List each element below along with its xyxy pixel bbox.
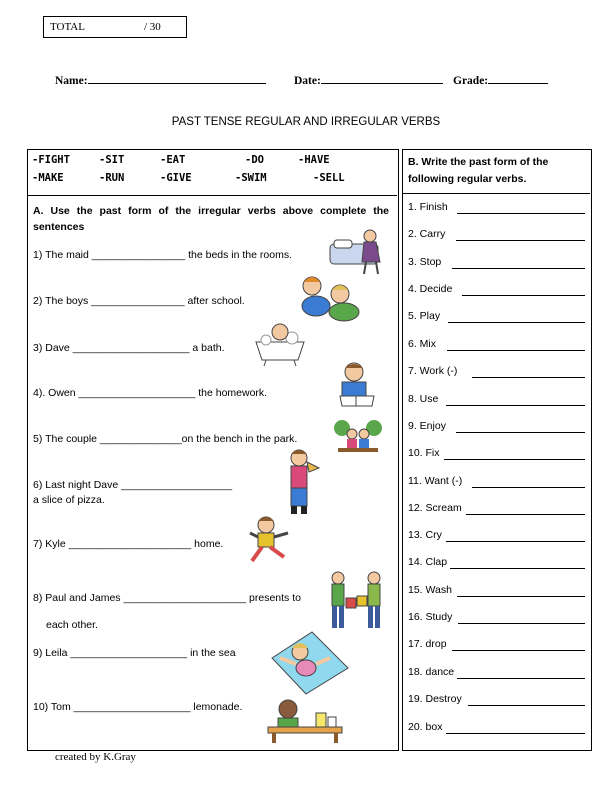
answer-line-2[interactable] [456,240,585,241]
answer-line-3[interactable] [452,268,585,269]
name-field[interactable] [55,72,266,87]
regular-verb-9: 9. Enjoy [408,420,446,432]
section-b-instruction: B. Write the past form of the following regular verbs. [408,156,549,185]
sentence-6[interactable]: 6) Last night Dave ___________________ [33,479,233,491]
answer-line-4[interactable] [462,295,585,296]
total-value: / 30 [144,21,161,33]
answer-line-5[interactable] [448,322,585,323]
maid-making-bed-picture [326,226,388,276]
word-bank-item: -SWIM [235,172,267,184]
answer-line-9[interactable] [456,432,585,433]
sentence-2[interactable]: 2) The boys ________________ after school. [33,295,245,307]
word-bank-item: -SELL [313,172,345,184]
regular-verb-15: 15. Wash [408,584,452,596]
sentence-6-cont: a slice of pizza. [33,494,105,506]
word-bank-item: -FIGHT [32,154,70,166]
answer-line-12[interactable] [466,514,585,515]
name-label: Name: [55,75,88,87]
answer-line-15[interactable] [457,596,585,597]
word-bank [27,149,397,196]
word-bank-item: -GIVE [160,172,192,184]
regular-verb-20: 20. box [408,721,443,733]
answer-line-17[interactable] [452,650,585,651]
regular-verb-4: 4. Decide [408,283,453,295]
boy-eating-pizza-picture [283,448,323,520]
word-bank-item: -EAT [160,154,186,166]
regular-verb-17: 17. drop [408,638,447,650]
answer-line-10[interactable] [444,459,585,460]
answer-line-18[interactable] [457,678,585,679]
total-label: TOTAL [50,21,85,33]
sentence-9[interactable]: 9) Leila ____________________ in the sea [33,647,236,659]
couple-on-bench-picture [330,418,386,462]
regular-verb-6: 6. Mix [408,338,437,350]
sentence-4[interactable]: 4). Owen ____________________ the homework. [33,387,268,399]
grade-label: Grade: [453,75,489,87]
regular-verb-3: 3. Stop [408,256,442,268]
sentence-5[interactable]: 5) The couple ______________on the bench in the park. [33,433,298,445]
answer-line-7[interactable] [472,377,585,378]
word-bank-item: -MAKE [32,172,64,184]
regular-verb-8: 8. Use [408,393,439,405]
page-title: PAST TENSE REGULAR AND IRREGULAR VERBS [171,116,441,128]
sentence-7[interactable]: 7) Kyle _____________________ home. [33,538,224,550]
regular-verb-10: 10. Fix [408,447,440,459]
answer-line-13[interactable] [446,541,585,542]
word-bank-item: -DO [245,154,264,166]
answer-line-8[interactable] [446,405,585,406]
boy-doing-homework-picture [336,360,378,410]
sentence-3[interactable]: 3) Dave ____________________ a bath. [33,342,225,354]
answer-line-6[interactable] [447,350,585,351]
word-bank-item: -RUN [99,172,125,184]
girl-swimming-picture [262,628,352,696]
answer-line-14[interactable] [450,568,585,569]
answer-line-1[interactable] [457,213,585,214]
regular-verb-12: 12. Scream [408,502,462,514]
answer-line-16[interactable] [458,623,585,624]
sentence-8[interactable]: 8) Paul and James _____________________ presents to [33,592,301,604]
grade-field[interactable] [453,72,548,87]
answer-line-20[interactable] [446,733,585,734]
word-bank-item: -SIT [99,154,125,166]
regular-verb-1: 1. Finish [408,201,448,213]
sentence-8-cont: each other. [46,619,98,631]
total-score-box [43,16,187,38]
boy-making-lemonade-picture [264,697,346,745]
date-field[interactable] [294,72,443,87]
regular-verb-7: 7. Work (-) [408,365,458,377]
sentence-1[interactable]: 1) The maid ________________ the beds in the rooms. [33,249,292,261]
answer-line-19[interactable] [468,705,585,706]
friends-giving-presents-picture [326,570,386,634]
regular-verb-14: 14. Clap [408,556,448,568]
answer-line-11[interactable] [472,487,585,488]
boys-fighting-picture [292,270,364,324]
sentence-10[interactable]: 10) Tom ____________________ lemonade. [33,701,243,713]
date-label: Date: [294,75,321,87]
regular-verb-16: 16. Study [408,611,453,623]
word-bank-item: -HAVE [298,154,330,166]
regular-verb-18: 18. dance [408,666,455,678]
regular-verb-11: 11. Want (-) [408,475,463,487]
boy-in-bath-picture [252,318,308,368]
boy-running-picture [248,515,294,567]
section-b-divider [402,193,590,194]
regular-verb-13: 13. Cry [408,529,442,541]
section-a-instruction: A. Use the past form of the irregular verbs above complete the sentences [33,205,389,233]
regular-verb-5: 5. Play [408,310,441,322]
regular-verb-2: 2. Carry [408,228,446,240]
regular-verb-19: 19. Destroy [408,693,462,705]
footer-credit: created by K.Gray [55,751,136,763]
